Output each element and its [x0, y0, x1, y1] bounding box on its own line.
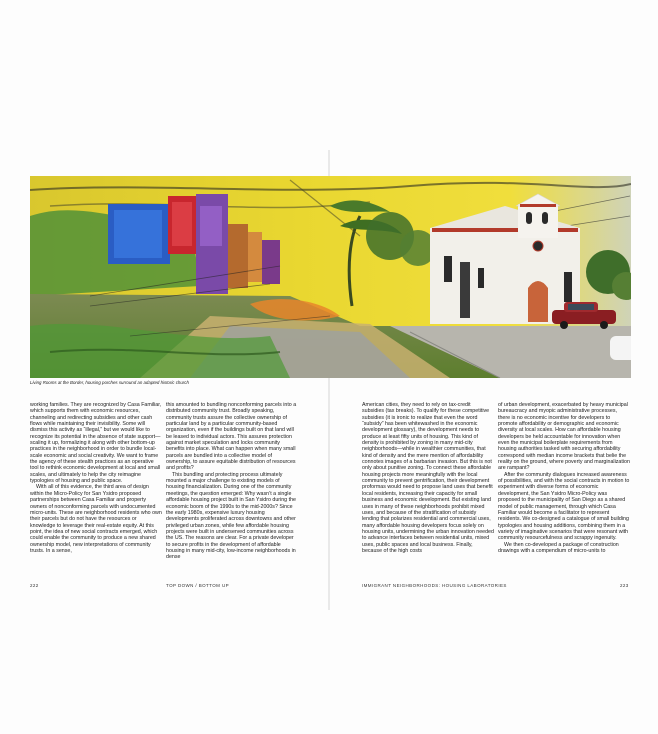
- paragraph: this amounted to bundling nonconforming parcels into a distributed community trust. Broadly speaking, community trusts assure the collective ownership of particular land by a particular community-based organization, even if the buildings built on that land will be leased to individual actors. This assures protection against market speculation and locks community benefits into place. What can happen when many small parcels are bundled into a collective model of ownership, to assure equitable distribution of resources and profits?: [166, 402, 297, 472]
- paragraph: With all of this evidence, the third area of design within the Micro-Policy for San Ysidro proposed partnerships between Casa Familiar and property owners of nonconforming parcels with undocumented micro-units. These are neighborhood residents who own their parcels but do not have the resources or knowledge to leverage their real-estate equity. At this point, the idea of new social contracts emerged, which could enable the community to produce a new shared ownership model, new interpretations of community trusts. In a sense,: [30, 484, 162, 554]
- paragraph: After the community dialogues increased awareness of possibilities, and with the social contracts in motion to experiment with diverse forms of economic development, the San Ysidro Micro-Policy was proposed to the municipality of San Diego as a shared model of public management, through which Casa Familiar would become a facilitator to represent residents. We co-designed a catalogue of small building typologies and housing additions, combining them in a variety of imaginative scenarios that were resonant with community resourcefulness and scrappy ingenuity.: [498, 471, 630, 542]
- collage-image: [30, 176, 631, 378]
- text-column-2: [166, 402, 298, 578]
- paragraph: We then co-developed a package of construction drawings with a compendium of micro-units to: [498, 541, 619, 554]
- paragraph: American cities, they need to rely on tax-credit subsidies (tax breaks). To qualify for these competitive subsidies (it is ironic to realize that even the word “subsidy” has been whitewashed in the economic development glossary), the development needs to produce at least fifty units of housing. This kind of density is prohibited by zoning in many mid-city neighborhoods—while in wealthier communities, that kind of density and the mere mention of affordability connotes images of a barbarian invasion. But this is not only about punitive zoning. To connect these affordable housing projects more meaningfully with the local community to prevent gentrification, their development proformas would need to propose land uses that benefit local residents, increasing their capacity for small business and economic development. But existing land uses in many of these neighborhoods prohibit mixed uses, and because of the stratification of subsidy lending that polarizes residential and commercial uses, many affordable housing developers focus solely on housing units, undermining the urban innovation needed to advance interfaces between residential units, mixed uses, public spaces and local business. Finally, because of the high costs: [362, 402, 494, 554]
- page-number-left: 222: [30, 583, 39, 588]
- paragraph: This bundling and protecting process ultimately mounted a major challenge to existing models of housing financialization. During one of the community meetings, the question emerged: Why wasn’t a single affordable housing project built in San Ysidro during the economic boom of the 1990s to the mid-2000s? Since the early 1980s, expensive luxury housing developments proliferated across downtowns and other privileged urban zones, while few affordable housing projects were built in underserved communities across the US. The reasons are clear. For a private developer to secure profits in the development of affordable housing in many mid-city, low-income neighborhoods in dense: [166, 471, 296, 561]
- page-number-right: 223: [620, 583, 629, 588]
- paragraph: working families. They are recognized by Casa Familiar, which supports them with economic resources, channeling and redirecting subsidies and other cash flows while maintaining their invisibility. Some will dismiss this activity as “illegal,” but we would like to recognize its potential in the absence of state support—scaling it up, formalizing it along with other bottom-up practices in the neighborhood in order to bundle local-scale economic and social creativity. We want to frame the agency of these stealth practices as an operative tool to rethink economic development at local and small scales, and ultimately to help the city reimagine typologies of housing and public space.: [30, 402, 162, 485]
- text-column-3: [362, 402, 494, 578]
- collage-figure: [30, 176, 631, 378]
- running-head-right: IMMIGRANT NEIGHBORHOODS: HOUSING LABORATORIES: [362, 583, 507, 588]
- figure-caption: Living Rooms at the Border, housing porches surround an adapted historic church: [30, 380, 189, 385]
- paragraph: of urban development, exacerbated by heavy municipal bureaucracy and myopic administrative processes, there is no economic incentive for developers to promote affordability or demographic and economic diversity at local scales. How can affordable housing developers be held accountable for innovation when even the municipal boilerplate requirements from housing authorities tasked with securing affordability correspond with median income brackets that belie the reality on the ground, where poverty and marginalization are rampant?: [498, 402, 630, 472]
- running-head-left: TOP DOWN / BOTTOM UP: [166, 583, 230, 588]
- text-column-1: [30, 402, 162, 578]
- text-column-4: [498, 402, 630, 578]
